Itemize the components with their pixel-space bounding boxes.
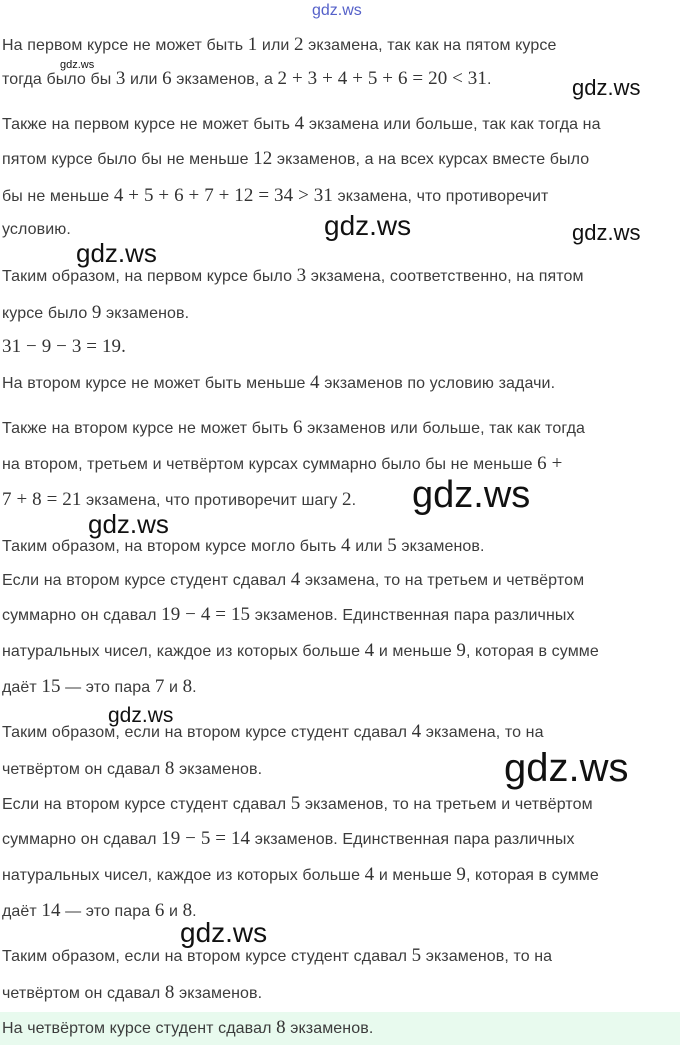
- text-line: [2, 372, 555, 394]
- watermark-logo: gdz.ws: [572, 220, 641, 245]
- math-expression: 19 − 4 = 15: [161, 604, 251, 625]
- math-expression: 2: [294, 34, 304, 55]
- text-run: Таким образом, на первом курсе было: [2, 268, 297, 285]
- text-line: [2, 569, 584, 591]
- watermark-logo: gdz.ws: [504, 746, 629, 790]
- text-line: [2, 864, 599, 886]
- text-run: и: [164, 903, 183, 920]
- text-run: Также на втором курсе не может быть: [2, 420, 293, 437]
- math-expression: 6 +: [537, 453, 563, 474]
- text-run: экзамена, то на третьем и четвёртом: [300, 572, 585, 589]
- text-run: экзаменов, то на: [421, 948, 553, 965]
- text-line: [2, 758, 262, 780]
- text-run: , которая в сумме: [465, 867, 599, 884]
- text-line: [2, 221, 71, 239]
- text-run: Если на втором курсе студент сдавал: [2, 796, 291, 813]
- text-run: экзаменов.: [396, 538, 485, 555]
- text-run: Таким образом, на втором курсе могло быть: [2, 538, 342, 555]
- text-run: Если на втором курсе студент сдавал: [2, 572, 291, 589]
- text-line: [2, 828, 575, 850]
- text-line: [2, 535, 485, 557]
- watermark-logo: gdz.ws: [412, 474, 531, 516]
- text-run: экзаменов.: [285, 1020, 374, 1037]
- text-run: даёт: [2, 679, 42, 696]
- text-run: экзамена, соответственно, на пятом: [306, 268, 584, 285]
- text-run: и меньше: [374, 643, 457, 660]
- math-expression: 5: [411, 945, 422, 966]
- text-line: [2, 982, 262, 1004]
- text-run: .: [192, 679, 197, 696]
- text-run: Также на первом курсе не может быть: [2, 116, 295, 133]
- math-expression: 15: [41, 676, 61, 697]
- text-run: На первом курсе не может быть: [2, 37, 248, 54]
- text-run: , которая в сумме: [465, 643, 599, 660]
- math-expression: 2 + 3 + 4 + 5 + 6 = 20 < 31: [277, 68, 488, 89]
- text-line: [2, 417, 585, 439]
- text-run: курсе было: [2, 305, 92, 322]
- text-run: экзамена или больше, так как тогда на: [304, 116, 601, 133]
- math-expression: 14: [41, 900, 61, 921]
- math-expression: 8: [276, 1017, 286, 1038]
- text-line: [2, 148, 589, 170]
- text-run: условию.: [2, 221, 71, 238]
- math-expression: 5: [387, 535, 397, 556]
- math-expression: 12: [253, 148, 273, 169]
- text-line: [2, 34, 556, 56]
- text-run: На четвёртом курсе студент сдавал: [2, 1020, 277, 1037]
- math-expression: 19 − 5 = 14: [161, 828, 251, 849]
- text-run: На втором курсе не может быть меньше: [2, 375, 311, 392]
- math-expression: 4: [294, 113, 305, 134]
- watermark-logo: gdz.ws: [88, 509, 169, 539]
- text-run: или: [257, 37, 294, 54]
- math-expression: 6: [162, 68, 172, 89]
- math-expression: 4 + 5 + 6 + 7 + 12 = 34 > 31: [113, 185, 333, 206]
- text-run: .: [192, 903, 197, 920]
- math-expression: 8: [164, 758, 175, 779]
- math-expression: 4: [310, 372, 320, 393]
- text-run: экзаменов, а: [171, 71, 278, 88]
- text-run: или: [125, 71, 163, 88]
- watermark-logo: gdz.ws: [572, 75, 641, 100]
- text-line: [2, 489, 356, 511]
- text-run: .: [487, 71, 492, 88]
- text-line: [2, 900, 197, 922]
- text-run: экзаменов.: [101, 305, 190, 322]
- text-line: [2, 185, 548, 207]
- math-expression: 9: [456, 640, 466, 661]
- text-run: — это пара: [60, 679, 155, 696]
- text-run: пятом курсе было бы не меньше: [2, 151, 254, 168]
- text-line: [2, 945, 552, 967]
- math-expression: 9: [456, 864, 466, 885]
- math-expression: 1: [247, 34, 258, 55]
- text-line: [2, 721, 544, 743]
- math-expression: 3: [115, 68, 126, 89]
- text-run: суммарно он сдавал: [2, 831, 162, 848]
- watermark-logo: gdz.ws: [180, 917, 268, 948]
- text-run: натуральных чисел, каждое из которых больше: [2, 643, 365, 660]
- text-line: [2, 302, 189, 324]
- math-expression: 3: [296, 265, 307, 286]
- math-expression: 6: [292, 417, 303, 438]
- text-run: экзамена, что противоречит: [332, 188, 549, 205]
- watermark-logo: gdz.ws: [324, 210, 412, 241]
- text-run: — это пара: [60, 903, 155, 920]
- text-run: экзаменов.: [174, 761, 263, 778]
- math-expression: 7 + 8 = 21: [2, 489, 82, 510]
- math-expression: 4: [364, 640, 375, 661]
- text-run: экзаменов, а на всех курсах вместе было: [272, 151, 590, 168]
- watermark-logo: gdz.ws: [60, 59, 95, 71]
- watermark-logo: gdz.ws: [76, 238, 157, 268]
- text-line: [2, 336, 126, 358]
- text-run: экзаменов.: [174, 985, 263, 1002]
- text-run: натуральных чисел, каждое из которых больше: [2, 867, 365, 884]
- text-run: четвёртом он сдавал: [2, 985, 165, 1002]
- text-run: и: [164, 679, 183, 696]
- math-expression: 4: [290, 569, 301, 590]
- math-expression: 2: [342, 489, 352, 510]
- text-run: суммарно он сдавал: [2, 607, 162, 624]
- math-expression: 4: [411, 721, 422, 742]
- text-run: бы не меньше: [2, 188, 114, 205]
- text-run: экзаменов по условию задачи.: [319, 375, 556, 392]
- text-run: экзаменов или больше, так как тогда: [302, 420, 586, 437]
- text-line: [2, 604, 575, 626]
- text-run: экзамена, то на: [421, 724, 544, 741]
- text-line: [2, 676, 197, 698]
- text-line: [2, 113, 601, 135]
- math-expression: 4: [364, 864, 375, 885]
- text-run: .: [351, 492, 357, 509]
- text-run: экзаменов. Единственная пара различных: [250, 607, 575, 624]
- math-expression: 6: [154, 900, 165, 921]
- text-run: или: [350, 538, 388, 555]
- math-expression: 31 − 9 − 3 = 19.: [2, 336, 126, 357]
- math-expression: 8: [182, 676, 193, 697]
- text-run: экзаменов. Единственная пара различных: [250, 831, 575, 848]
- text-run: тогда было бы: [2, 71, 116, 88]
- watermark-logo: gdz.ws: [312, 2, 362, 19]
- text-run: Таким образом, если на втором курсе студент сдавал: [2, 948, 412, 965]
- math-expression: 7: [154, 676, 165, 697]
- text-run: Таким образом, если на втором курсе студент сдавал: [2, 724, 412, 741]
- text-run: на втором, третьем и четвёртом курсах суммарно было бы не меньше: [2, 456, 538, 473]
- math-expression: 8: [164, 982, 175, 1003]
- math-expression: 4: [341, 535, 351, 556]
- math-expression: 8: [182, 900, 193, 921]
- text-line: [2, 640, 599, 662]
- text-line: [2, 793, 593, 815]
- text-run: и меньше: [374, 867, 457, 884]
- text-line: [2, 1017, 373, 1039]
- text-run: даёт: [2, 903, 42, 920]
- math-expression: 9: [91, 302, 102, 323]
- text-run: экзаменов, то на третьем и четвёртом: [300, 796, 593, 813]
- text-run: экзамена, что противоречит шагу: [81, 492, 343, 509]
- text-run: четвёртом он сдавал: [2, 761, 165, 778]
- text-run: экзамена, так как на пятом курсе: [303, 37, 557, 54]
- text-line: [2, 453, 562, 475]
- text-line: [2, 68, 492, 90]
- math-expression: 5: [290, 793, 301, 814]
- watermark-logo: gdz.ws: [108, 704, 174, 727]
